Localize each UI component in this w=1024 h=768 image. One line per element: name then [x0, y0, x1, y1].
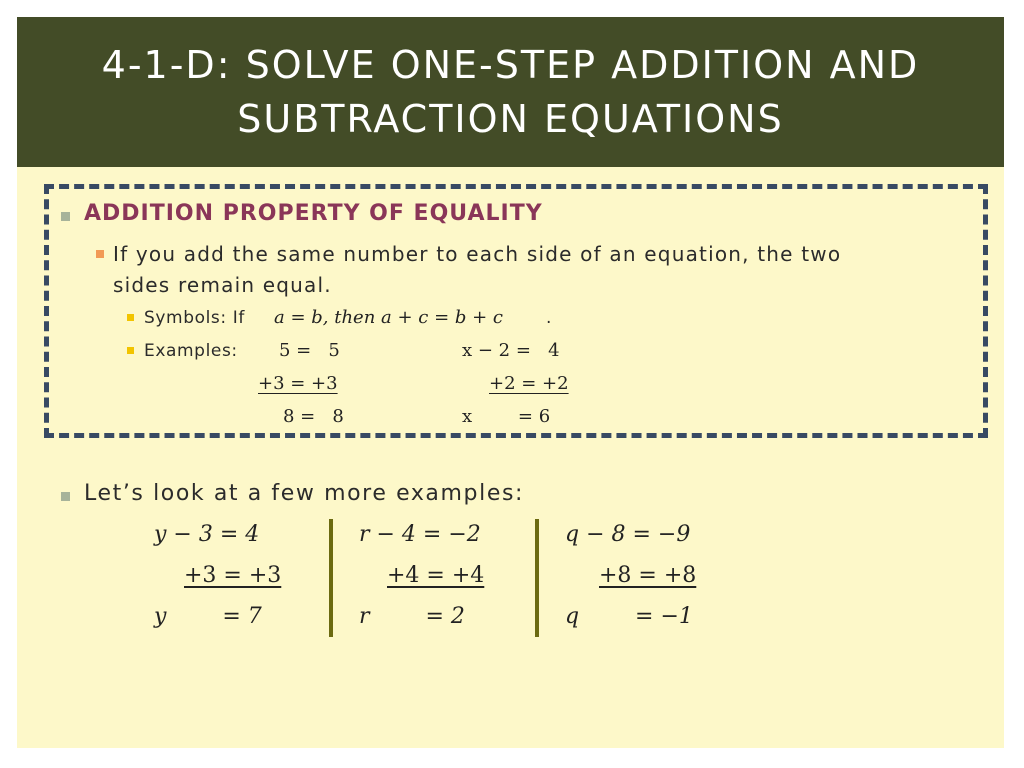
example2-line2: +2 = +2 — [489, 373, 569, 394]
symbols-expression: a = b, then a + c = b + c — [274, 307, 504, 328]
example2-line1: x − 2 = 4 — [462, 340, 560, 361]
slide-title-line1: 4-1-D: SOLVE ONE-STEP ADDITION AND — [101, 43, 920, 87]
more-examples-lead: Let’s look at a few more examples: — [84, 481, 525, 506]
example2-line3: x = 6 — [462, 406, 551, 427]
slide-title — [102, 38, 920, 146]
slide-content — [17, 167, 1004, 748]
property-description-line1: If you add the same number to each side of an equation, the two — [113, 242, 842, 266]
col1-line3: y = 7 — [154, 604, 262, 629]
bullet-marker — [61, 492, 70, 501]
example1-line2: +3 = +3 — [258, 373, 338, 394]
examples-label: Examples: — [144, 341, 238, 361]
symbols-period: . — [546, 308, 553, 328]
col1-line2: +3 = +3 — [184, 563, 282, 588]
bullet-marker — [61, 212, 70, 221]
col2-line2: +4 = +4 — [387, 563, 485, 588]
column-divider — [535, 519, 539, 637]
bullet-marker — [96, 250, 104, 258]
col3-line3: q = −1 — [565, 604, 693, 629]
col1-line1: y − 3 = 4 — [154, 522, 260, 547]
example1-line3: 8 = 8 — [283, 406, 344, 427]
bullet-marker — [127, 314, 134, 321]
property-description-line2: sides remain equal. — [113, 273, 332, 297]
property-heading: ADDITION PROPERTY OF EQUALITY — [84, 201, 543, 226]
slide-title-line2: SUBTRACTION EQUATIONS — [237, 97, 784, 141]
symbols-label: Symbols: If — [144, 308, 245, 328]
col3-line1: q − 8 = −9 — [565, 522, 691, 547]
column-divider — [329, 519, 333, 637]
example1-line1: 5 = 5 — [279, 340, 340, 361]
col3-line2: +8 = +8 — [599, 563, 697, 588]
col2-line3: r = 2 — [359, 604, 465, 629]
col2-line1: r − 4 = −2 — [359, 522, 481, 547]
title-bar — [17, 17, 1004, 167]
bullet-marker — [127, 347, 134, 354]
